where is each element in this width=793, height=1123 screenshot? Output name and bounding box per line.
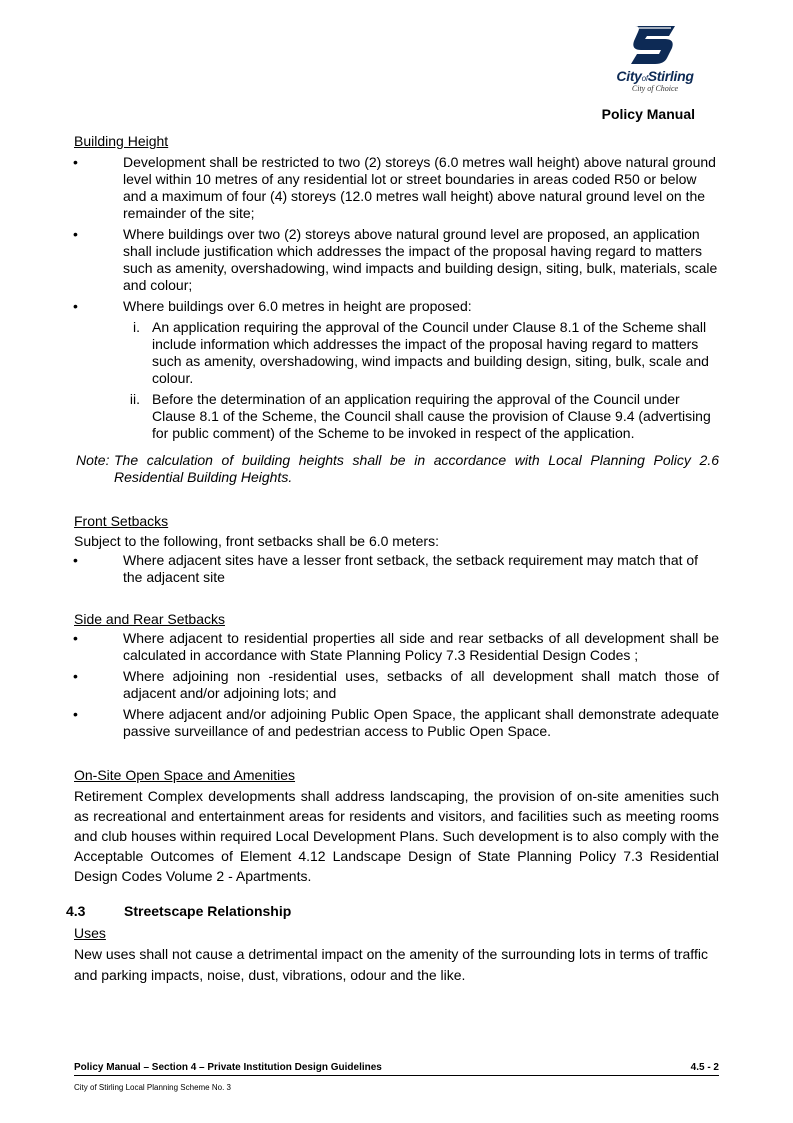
list-item: • Where adjacent sites have a lesser front setback, the setback requirement may match that of the adjacent site [73,552,699,585]
section-heading: Streetscape Relationship [124,903,292,919]
building-height-sub-list [74,319,719,442]
document-label: Policy Manual [601,106,695,122]
note-text: The calculation of building heights shall be in accordance with Local Planning Policy 2.6 Residential Building Heights. [114,452,719,485]
open-space-heading: On-Site Open Space and Amenities [74,767,296,783]
page-content [66,132,719,986]
front-setbacks-bullets [74,552,719,586]
item-number: ii. [129,391,140,407]
list-item: • Where adjacent and/or adjoining Public Open Space, the applicant shall demonstrate adequate passive surveillance of and pedestrian access to Public Open Space. [73,706,719,739]
footer-divider [74,1075,719,1076]
open-space-text: Retirement Complex developments shall address landscaping, the provision of on-site amenities such as recreational and entertainment areas for residents and visitors, and facilities such as meeting rooms and club houses within required Local Development Plans. Such development is to also comply with the Acceptable Outcomes of Element 4.12 Landscape Design of State Planning Policy 7.3 Residential Design Codes Volume 2 - Apartments. [74,788,719,884]
front-setbacks-heading: Front Setbacks [74,513,169,529]
bullet-icon: • [73,154,78,170]
logo-tagline: City of Choice [631,84,679,93]
bullet-icon: • [73,552,78,568]
uses-heading: Uses [74,925,106,941]
building-height-note [74,452,719,486]
bullet-icon: • [73,668,78,684]
list-item: • Development shall be restricted to two (2) storeys (6.0 metres wall height) above natural ground level within 10 metres of any residential lot or street boundaries in areas coded R50 or below and a maximum of four (4) storeys (12.0 metres wall height) above natural ground level on the remainder of the site; [73,154,716,221]
bullet-icon: • [73,298,78,314]
building-height-heading: Building Height [74,133,169,149]
list-item: ii. Before the determination of an application requiring the approval of the Council under Clause 8.1 of the Scheme, the Council shall cause the provision of Clause 9.4 (advertising for public comment) of the Scheme to be invoked in respect of the application. [74,391,719,442]
item-number: i. [133,319,140,335]
footer-page-number: 4.5 - 2 [690,1062,719,1073]
list-item: i. An application requiring the approval of the Council under Clause 8.1 of the Scheme shall include information which addresses the impact of the proposal having regard to matters such as amenity, overshadowing, wind impacts and building design, siting, bulk, scale and colour. [74,319,719,387]
logo-wordmark: CityofStirling [616,68,694,84]
bullet-icon: • [73,630,78,646]
stirling-s-emblem-icon [625,22,681,66]
side-rear-setbacks-bullets [74,630,719,740]
section-title [66,902,719,920]
footer-scheme-label: City of Stirling Local Planning Scheme No. 3 [74,1083,231,1092]
front-setbacks-intro: Subject to the following, front setbacks shall be 6.0 meters: [74,533,439,549]
list-item: • Where buildings over two (2) storeys above natural ground level are proposed, an application shall include justification which addresses the impact of the proposal having regard to matters such as amenity, overshadowing, wind impacts and building design, siting, bulk, materials, scale and colour; [73,226,718,293]
uses-text: New uses shall not cause a detrimental impact on the amenity of the surrounding lots in terms of traffic and parking impacts, noise, dust, vibrations, odour and the like. [74,946,708,983]
note-label: Note: [76,452,110,468]
footer-title: Policy Manual – Section 4 – Private Institution Design Guidelines [74,1062,382,1073]
list-item: • Where buildings over 6.0 metres in height are proposed: [73,298,472,314]
section-number: 4.3 [66,903,86,919]
building-height-bullets [74,154,719,315]
bullet-icon: • [73,706,78,722]
list-item: • Where adjacent to residential properties all side and rear setbacks of all development shall be calculated in accordance with State Planning Policy 7.3 Residential Design Codes ; [73,630,719,663]
side-rear-setbacks-heading: Side and Rear Setbacks [74,611,225,627]
bullet-icon: • [73,226,78,242]
city-of-stirling-logo [605,22,705,94]
list-item: • Where adjoining non -residential uses, setbacks of all development shall match those of adjacent and/or adjoining lots; and [73,668,719,701]
